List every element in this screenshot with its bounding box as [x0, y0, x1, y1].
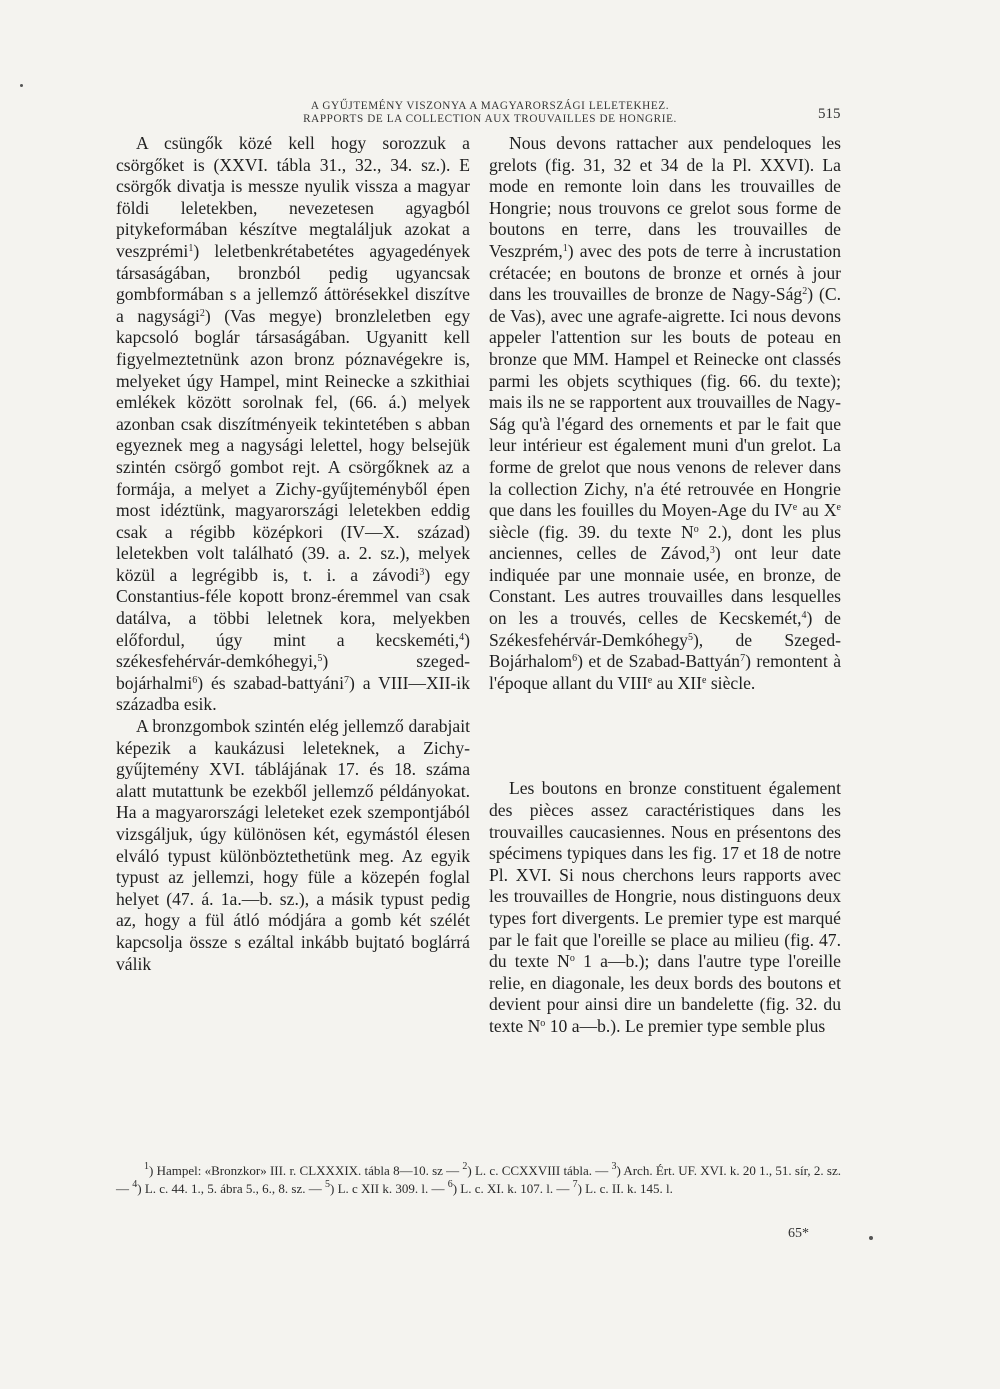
hungarian-paragraph-1: A csüngők közé kell hogy sorozzuk a csörgőket is (XXVI. tábla 31., 32., 34. sz.). E csörgők divatja is messze nyulik vissza a magyar földi leletekben, nevezetesen agyagból pitykeformában készítve megtaláljuk azokat a veszprémi$^1$) leletbenkrétabetétes agyagedények társaságában, bronzból pedig ugyancsak gombformában s a jellemző áttörésekkel diszítve a nagysági$^2$) (Vas megye) bronzleletben egy kapcsoló boglár társaságában. Ugyanitt kell figyelmeztetnünk azon bronz póznavégekre is, melyeket úgy Hampel, mint Reinecke a szkithiai emlékek között sorolnak fel, (66. á.) melyek azonban csak diszítményeik tekintetében s abban egyeznek meg a nagysági lelettel, hogy belsejük szintén csörgő gombot rejt. A csörgőknek az a formája, a melyet a Zichy-gyűjteményből épen most idéztünk, magyarországi leletekben eddig csak a régibb középkori (IV—X. század) leletekben volt található (39. a. 2. sz.), melyek közül a legrégibb is, t. i. a závodi$^3$) egy Constantius-féle kopott bronz-éremmel van csak datálva, a többi leletnek kora, melyekben előfordul, úgy mint a kecskeméti,$^4$) székesfehérvár-demkóhegyi,$^5$) szeged-bojárhalmi$^6$) és szabad-battyáni$^7$) a VIII—XII-ik századba esik.	[116, 133, 470, 715]
superscript: o	[569, 953, 575, 965]
superscript: o	[693, 523, 699, 535]
footnote-ref: 6	[572, 653, 578, 665]
superscript: e	[701, 674, 707, 686]
running-head	[260, 100, 720, 126]
superscript: o	[540, 1017, 546, 1029]
french-paragraph-2: Les boutons en bronze constituent également des pièces assez caractéristiques dans les trouvailles caucasiennes. Nous en présentons des spécimens typiques dans les fig. 17 et 18 de notre Pl. XVI. Si nous cherchons leurs rapports avec les trouvailles de Hongrie, nous distinguons deux types fort divergents. Le premier type est marqué par le fait que l'oreille se place au milieu (fig. 47. du texte $N^o$ 1 a—b.); dans l'autre type l'oreille relie, en diagonale, les deux bords des boutons et devient pour ainsi dire un bandelette (fig. 32. du texte $N^o$ 10 a—b.). Le premier type semble plus	[489, 778, 841, 1036]
footnote-ref: 7	[343, 674, 349, 686]
ink-speck	[869, 1236, 873, 1240]
footnote-ref: 4	[801, 610, 807, 622]
footnote-ref: 5	[317, 653, 323, 665]
footnote-ref: 3	[709, 545, 715, 557]
footnote-ref: 5	[687, 631, 693, 643]
footnote-ref: 1	[562, 242, 568, 254]
french-column	[489, 133, 841, 1038]
french-paragraph-1: Nous devons rattacher aux pendeloques les grelots (fig. 31, 32 et 34 de la Pl. XXVI). La mode en remonte loin dans les trouvailles de Hongrie; nous trouvons ce grelot sous forme de boutons en terre, dans les trouvailles de Veszprém,$^1$) avec des pots de terre à incrustation crétacée; en boutons de bronze et ornés à jour dans les trouvailles de bronze de Nagy-Ság$^2$) (C. de Vas), avec une agrafe-aigrette. Ici nous devons appeler l'attention sur les bouts de poteau en bronze que MM. Hampel et Reinecke ont classés parmi les objets scythiques (fig. 66. du texte); mais ils ne se rapportent aux trouvailles de Nagy-Ság qu'à l'égard des ornements et par le fait que leur intérieur est également muni d'un grelot. La forme de grelot que nous venons de relever dans la collection Zichy, n'a été retrouvée en Hongrie que dans les fouilles du Moyen-Age du IVe au Xe siècle (fig. 39. du texte $N^o$ 2.), dont les plus anciennes, celles de Závod,$^3$) ont leur date indiquée par une monnaie usée, en bronze, de Constant. Les autres trouvailles dans lesquelles on les a trouvés, celles de Kecskemét,$^4$) de Székesfehérvár-Demkóhegy$^5$), de Szeged-Bojárhalom$^6$) et de Szabad-Battyán$^7$) remontent à l'époque allant du VIIIe au XIIe siècle.	[489, 133, 842, 693]
sheet-signature-mark: 65*	[788, 1226, 809, 1241]
footnote-ref: 2	[199, 307, 205, 319]
footnote-ref: 1	[188, 242, 194, 254]
footnote-ref: 7	[740, 653, 746, 665]
superscript: e	[647, 674, 653, 686]
running-head-hungarian: A GYŰJTEMÉNY VISZONYA A MAGYARORSZÁGI LELETEKHEZ.	[310, 100, 670, 112]
superscript: e	[792, 502, 798, 514]
footnote-ref: 6	[192, 674, 198, 686]
hungarian-column	[116, 133, 470, 975]
footnote-block: $^1$) Hampel: «Bronzkor» III. r. CLXXXIX. tábla 8—10. sz — $^2$) L. c. CCXXVIII tábla. — $^3$) Arch. Ért. UF. XVI. k. 20 1., 51. sír, 2. sz. — $^4$) L. c. 44. 1., 5. ábra 5., 6., 8. sz. — $^5$) L. c XII k. 309. l. — $^6$) L. c. XI. k. 107. l. — $^7$) L. c. II. k. 145. l.	[116, 1161, 841, 1196]
footnote-ref: 3	[419, 566, 425, 578]
running-head-french: RAPPORTS DE LA COLLECTION AUX TROUVAILLES DE HONGRIE.	[303, 113, 677, 125]
hungarian-paragraph-2: A bronzgombok szintén elég jellemző darabjait képezik a kaukázusi leleteknek, a Zichy-gyűjtemény XVI. táblájának 17. és 18. száma alatt mutattunk be ezekből jellemző példányokat. Ha a magyarországi leleteket ezek szempontjából vizsgáljuk, úgy különösen két, egymástól élesen elváló typust különböztethetünk meg. Az egyik typust az jellemzi, hogy füle a közepén foglal helyet (47. á. 1a.—b. sz.), a másik typust pedig az, hogy a fül átló módjára a gomb két szélét kapcsolja össze s ezáltal inkább bujtató boglárrá válik	[116, 716, 470, 974]
footnotes	[116, 1162, 841, 1198]
ink-speck	[20, 84, 23, 87]
footnote-ref: 2	[802, 286, 808, 298]
superscript: e	[836, 502, 841, 514]
page-number: 515	[818, 106, 841, 122]
footnote-ref: 4	[459, 631, 465, 643]
